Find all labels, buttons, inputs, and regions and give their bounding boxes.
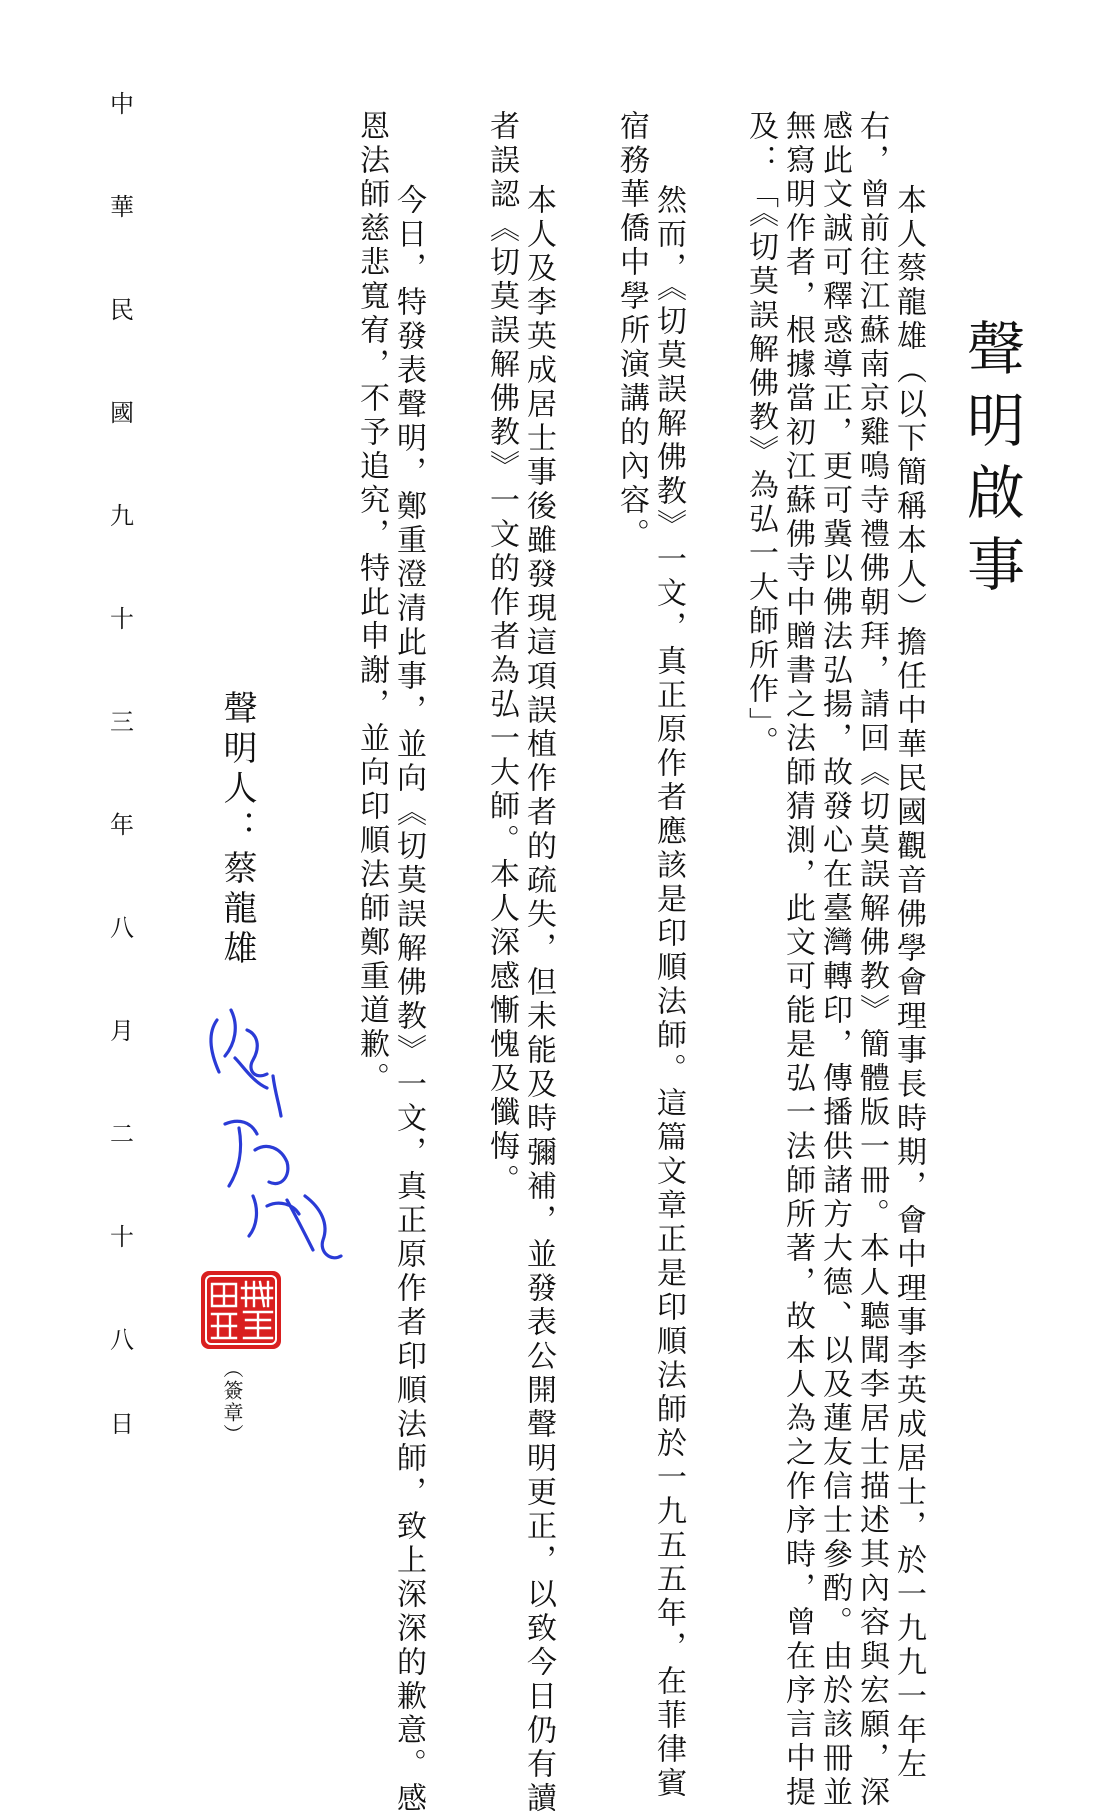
seal-stamp xyxy=(198,1268,284,1352)
date-char: 二 xyxy=(110,1120,134,1148)
date-column xyxy=(110,92,140,1452)
paragraph-3-line-1: 本人及李英成居士事後雖發現這項誤植作者的疏失，但未能及時彌補，並發表公開聲明更正，以致今日仍有讀 xyxy=(521,150,556,1816)
date-char: 民 xyxy=(110,296,134,324)
date-char: 十 xyxy=(110,1223,134,1251)
date-char: 日 xyxy=(110,1410,134,1438)
date-char: 華 xyxy=(110,193,134,221)
paragraph-1-line-2: 右，曾前往江蘇南京雞鳴寺禮佛朝拜，請回《切莫誤解佛教》簡體版一冊。本人聽聞李居士描述其內容與宏願，深 xyxy=(854,110,889,1810)
date-char: 三 xyxy=(110,708,134,736)
date-char: 九 xyxy=(110,502,134,530)
paragraph-4-line-1: 今日，特發表聲明，鄭重澄清此事，並向《切莫誤解佛教》一文，真正原作者印順法師，致上深深的歉意。感 xyxy=(391,150,426,1816)
signer-label: 聲明人：蔡龍雄 xyxy=(217,690,257,970)
seal-label: （簽章） xyxy=(220,1358,244,1446)
paragraph-2-line-1: 然而，《切莫誤解佛教》一文，真正原作者應該是印順法師。這篇文章正是印順法師於一九五五年，在菲律賓 xyxy=(651,150,686,1801)
handwritten-signature xyxy=(195,1000,345,1270)
paragraph-1-line-4: 無寫明作者，根據當初江蘇佛寺中贈書之法師猜測，此文可能是弘一法師所著，故本人為之作序時，曾在序言中提 xyxy=(780,110,815,1810)
document-title: 聲明啟事 xyxy=(957,318,1025,606)
date-char: 十 xyxy=(110,605,134,633)
paragraph-1-line-1: 本人蔡龍雄（以下簡稱本人）擔任中華民國觀音佛學會理事長時期，會中理事李英成居士，於一九九一年左 xyxy=(891,150,926,1782)
date-char: 中 xyxy=(110,90,134,118)
paragraph-2-line-2: 宿務華僑中學所演講的內容。 xyxy=(614,110,649,552)
paragraph-1-line-5: 及：「《切莫誤解佛教》為弘一大師所作」。 xyxy=(743,110,778,760)
date-char: 年 xyxy=(110,811,134,839)
paragraph-1-line-3: 感此文誠可釋惑導正，更可冀以佛法弘揚，故發心在臺灣轉印，傳播供諸方大德、以及蓮友信士參酌。由於該冊並 xyxy=(817,110,852,1810)
date-char: 國 xyxy=(110,399,134,427)
date-char: 八 xyxy=(110,914,134,942)
paragraph-3-line-2: 者誤認《切莫誤解佛教》一文的作者為弘一大師。本人深感慚愧及懺悔。 xyxy=(484,110,519,1198)
date-char: 八 xyxy=(110,1326,134,1354)
date-char: 月 xyxy=(110,1017,134,1045)
paragraph-4-line-2: 恩法師慈悲寬宥，不予追究，特此申謝，並向印順法師鄭重道歉。 xyxy=(354,110,389,1096)
